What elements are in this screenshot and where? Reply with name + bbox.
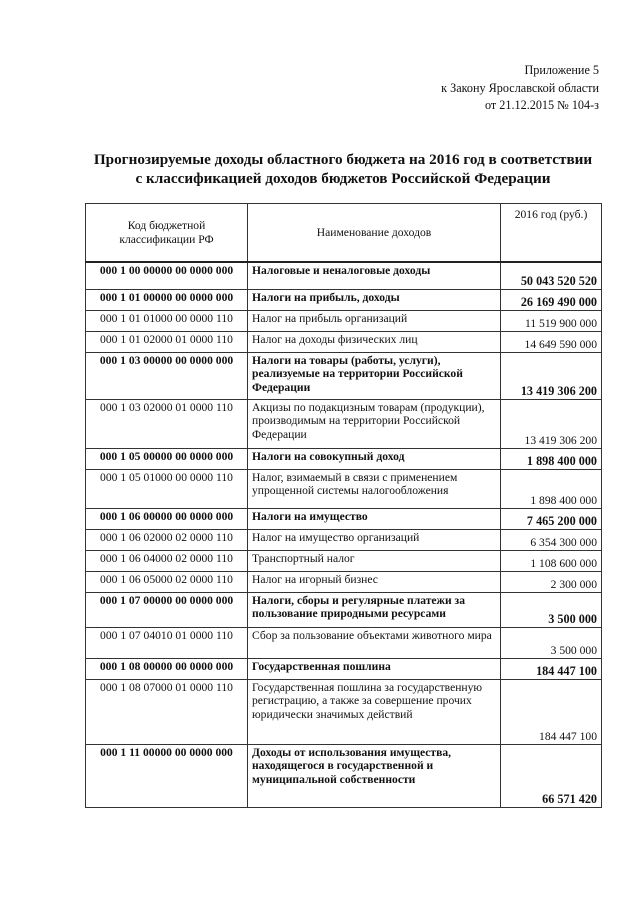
table-row xyxy=(86,680,602,745)
row-amount: 13 419 306 200 xyxy=(501,353,602,400)
row-name: Сбор за пользование объектами животного мира xyxy=(248,628,501,659)
row-name: Транспортный налог xyxy=(248,551,501,572)
row-name: Налоги, сборы и регулярные платежи за пользование природными ресурсами xyxy=(248,593,501,628)
title-line-2: с классификацией доходов бюджетов Российской Федерации xyxy=(135,169,551,187)
title-line-1: Прогнозируемые доходы областного бюджета на 2016 год в соответствии xyxy=(93,151,593,168)
row-amount: 1 108 600 000 xyxy=(501,551,602,572)
table-row xyxy=(86,262,602,290)
row-code: 000 1 01 02000 01 0000 110 xyxy=(86,332,248,353)
row-amount: 2 300 000 xyxy=(501,572,602,593)
table-row xyxy=(86,470,602,509)
row-code: 000 1 06 04000 02 0000 110 xyxy=(86,551,248,572)
row-amount: 26 169 490 000 xyxy=(501,290,602,311)
table-row xyxy=(86,530,602,551)
row-code: 000 1 08 07000 01 0000 110 xyxy=(86,680,248,745)
row-code: 000 1 01 00000 00 0000 000 xyxy=(86,290,248,311)
row-name: Налог на прибыль организаций xyxy=(248,311,501,332)
row-code: 000 1 03 00000 00 0000 000 xyxy=(86,353,248,400)
header-amount: 2016 год (руб.) xyxy=(501,204,602,263)
appendix-number: Приложение 5 xyxy=(524,63,599,77)
table-row xyxy=(86,593,602,628)
table-row xyxy=(86,353,602,400)
row-name: Доходы от использования имущества, находящегося в государственной и муниципальной собственности xyxy=(248,745,501,808)
header-name: Наименование доходов xyxy=(248,204,501,263)
document-title xyxy=(60,151,626,188)
row-code: 000 1 05 01000 00 0000 110 xyxy=(86,470,248,509)
row-amount: 14 649 590 000 xyxy=(501,332,602,353)
row-name: Налоги на товары (работы, услуги), реализуемые на территории Российской Федерации xyxy=(248,353,501,400)
appendix-date: от 21.12.2015 № 104-з xyxy=(484,98,599,112)
row-amount: 66 571 420 xyxy=(501,745,602,808)
table-row xyxy=(86,628,602,659)
table-row xyxy=(86,400,602,449)
row-name: Налог, взимаемый в связи с применением упрощенной системы налогообложения xyxy=(248,470,501,509)
revenue-table xyxy=(85,203,602,808)
row-name: Налоги на совокупный доход xyxy=(248,449,501,470)
row-name: Налог на игорный бизнес xyxy=(248,572,501,593)
row-code: 000 1 01 01000 00 0000 110 xyxy=(86,311,248,332)
row-code: 000 1 08 00000 00 0000 000 xyxy=(86,659,248,680)
row-name: Государственная пошлина xyxy=(248,659,501,680)
row-code: 000 1 06 05000 02 0000 110 xyxy=(86,572,248,593)
row-code: 000 1 05 00000 00 0000 000 xyxy=(86,449,248,470)
row-name: Налог на доходы физических лиц xyxy=(248,332,501,353)
header-code: Код бюджетной классификации РФ xyxy=(86,204,248,263)
appendix-law: к Закону Ярославской области xyxy=(441,80,599,95)
row-name: Налог на имущество организаций xyxy=(248,530,501,551)
row-name: Налоги на имущество xyxy=(248,509,501,530)
row-amount: 50 043 520 520 xyxy=(501,262,602,290)
row-amount: 1 898 400 000 xyxy=(501,470,602,509)
row-name: Налоги на прибыль, доходы xyxy=(248,290,501,311)
table-row xyxy=(86,745,602,808)
appendix-note xyxy=(441,62,599,115)
row-amount: 3 500 000 xyxy=(501,593,602,628)
row-code: 000 1 06 00000 00 0000 000 xyxy=(86,509,248,530)
row-amount: 184 447 100 xyxy=(501,659,602,680)
row-name: Государственная пошлина за государственную регистрацию, а также за совершение прочих юридически значимых действий xyxy=(248,680,501,745)
row-amount: 11 519 900 000 xyxy=(501,311,602,332)
table-row xyxy=(86,572,602,593)
table-row xyxy=(86,509,602,530)
row-code: 000 1 11 00000 00 0000 000 xyxy=(86,745,248,808)
row-amount: 7 465 200 000 xyxy=(501,509,602,530)
table-row xyxy=(86,659,602,680)
table-header-row xyxy=(86,204,602,263)
row-code: 000 1 00 00000 00 0000 000 xyxy=(86,262,248,290)
table-row xyxy=(86,332,602,353)
row-code: 000 1 06 02000 02 0000 110 xyxy=(86,530,248,551)
row-amount: 3 500 000 xyxy=(501,628,602,659)
table-row xyxy=(86,551,602,572)
row-name: Акцизы по подакцизным товарам (продукции), производимым на территории Российской Федерации xyxy=(248,400,501,449)
row-amount: 1 898 400 000 xyxy=(501,449,602,470)
row-code: 000 1 03 02000 01 0000 110 xyxy=(86,400,248,449)
row-name: Налоговые и неналоговые доходы xyxy=(248,262,501,290)
row-amount: 184 447 100 xyxy=(501,680,602,745)
table-row xyxy=(86,290,602,311)
row-amount: 13 419 306 200 xyxy=(501,400,602,449)
table-row xyxy=(86,311,602,332)
row-code: 000 1 07 04010 01 0000 110 xyxy=(86,628,248,659)
table-row xyxy=(86,449,602,470)
row-code: 000 1 07 00000 00 0000 000 xyxy=(86,593,248,628)
row-amount: 6 354 300 000 xyxy=(501,530,602,551)
